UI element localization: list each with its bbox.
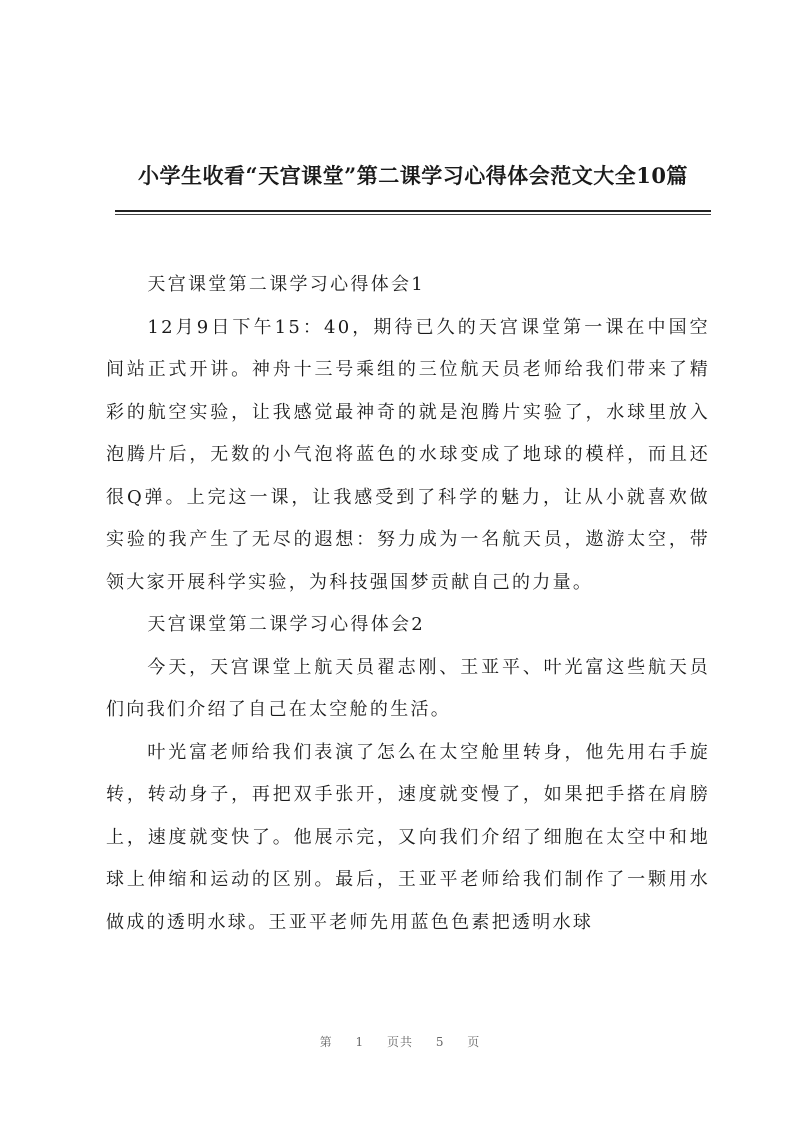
footer-suffix: 页 [467,1035,481,1049]
footer-page-number: 1 [355,1035,365,1049]
section-heading: 天宫课堂第二课学习心得体会2 [147,614,426,635]
page-footer [0,1033,800,1050]
title-divider-thin [115,214,711,215]
title-divider [115,210,711,212]
footer-middle: 页共 [386,1035,413,1049]
paragraph: 叶光富老师给我们表演了怎么在太空舱里转身，他先用右手旋转，转动身子，再把双手张开，速度就变慢了，如果把手搭在肩膀上，速度就变快了。他展示完，又向我们介绍了细胞在太空中和地球上伸缩和运动的区别。最后，王亚平老师给我们制作了一颗用水做成的透明水球。王亚平老师先用蓝色色素把透明水球 [106,741,710,933]
footer-prefix: 第 [319,1035,333,1049]
section-heading: 天宫课堂第二课学习心得体会1 [147,274,426,295]
paragraph: 12月9日下午15：40，期待已久的天宫课堂第一课在中国空间站正式开讲。神舟十三号乘组的三位航天员老师给我们带来了精彩的航空实验，让我感觉最神奇的就是泡腾片实验了，水球里放入泡腾片后，无数的小气泡将蓝色的水球变成了地球的模样，而且还很Q弹。上完这一课，让我感受到了科学的魅力，让从小就喜欢做实验的我产生了无尽的遐想：努力成为一名航天员，遨游太空，带领大家开展科学实验，为科技强国梦贡献自己的力量。 [106,316,710,593]
document-title: 小学生收看“天宫课堂”第二课学习心得体会范文大全10篇 [138,163,688,188]
document-body [106,264,710,944]
paragraph: 今天，天宫课堂上航天员翟志刚、王亚平、叶光富这些航天员们向我们介绍了自己在太空舱的生活。 [106,656,710,720]
footer-total-pages: 5 [435,1035,445,1049]
